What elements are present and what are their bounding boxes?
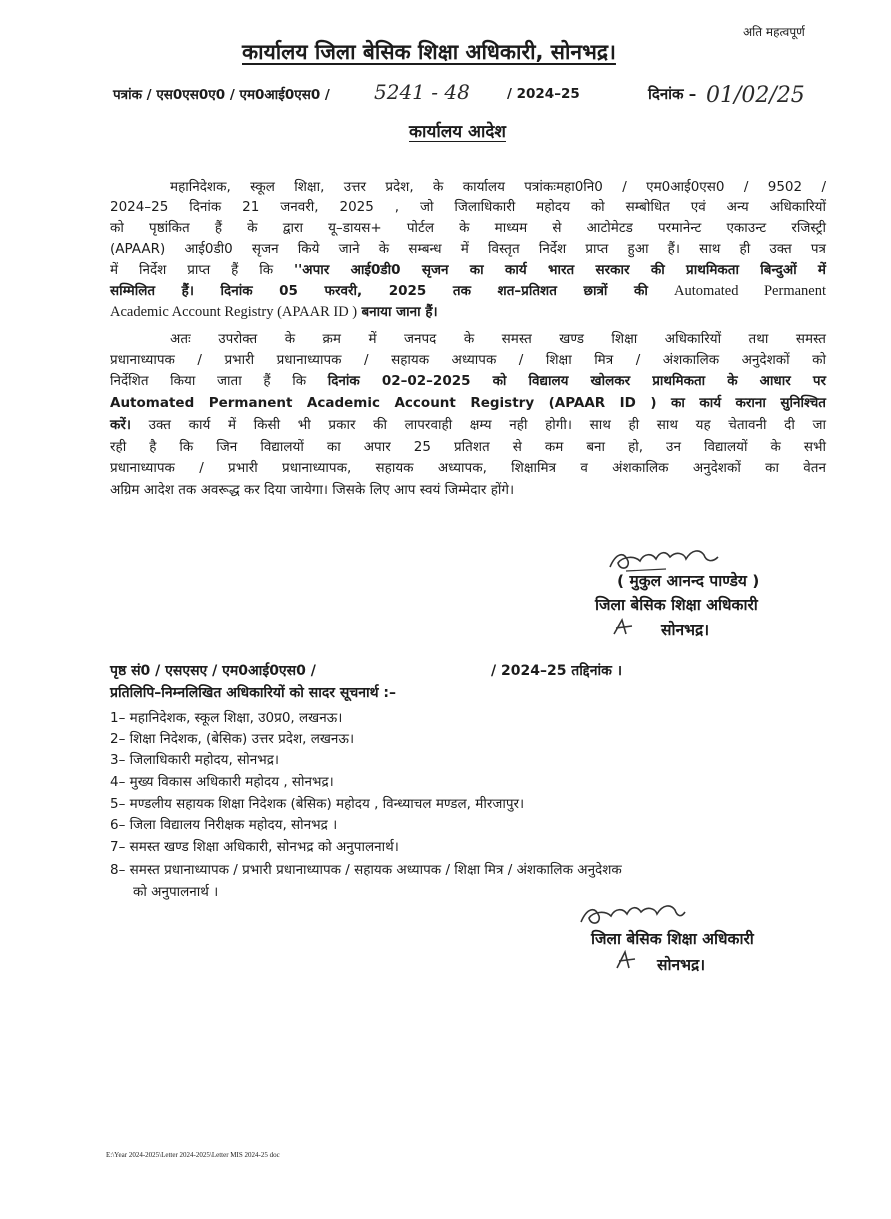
urgent-label: अति महत्वपूर्ण: [743, 25, 805, 39]
para2-line: अतः उपरोक्त के क्रम में जनपद के समस्त खण्ड शिक्षा अधिकारियों तथा समस्त: [170, 331, 826, 347]
para1-line: [110, 260, 826, 280]
para2-line: [110, 415, 826, 435]
copy-to-item: 4– मुख्य विकास अधिकारी महोदय , सोनभद्र।: [110, 774, 334, 790]
para1-line: को पृष्ठांकित हैं के द्वारा यू–डायस+ पोर्टल के माध्यम से आटोमेटड परमानेन्ट एकाउन्ट रजिस्ट्री: [110, 220, 826, 236]
letter-ref-prefix: पत्रांक / एस0एस0ए0 / एम0आई0एस0 /: [113, 87, 330, 103]
para1-line6-bold: सम्मिलित हैं। दिनांक 05 फरवरी, 2025 तक शत–प्रतिशत छात्रों की: [110, 283, 648, 299]
order-heading: कार्यालय आदेश: [409, 122, 506, 142]
officer-place: सोनभद्र।: [661, 621, 710, 639]
para1-line: महानिदेशक, स्कूल शिक्षा, उत्तर प्रदेश, के कार्यालय पत्रांकःमहा0नि0 / एम0आई0एस0 / 9502 /: [170, 179, 826, 195]
copy-to-item: 7– समस्त खण्ड शिक्षा अधिकारी, सोनभद्र को अनुपालनार्थ।: [110, 839, 399, 855]
endorsement-ref-suffix: / 2024–25 तद्दिनांक ।: [491, 663, 623, 679]
date-handwritten: 01/02/25: [706, 83, 805, 108]
copy-to-item: 3– जिलाधिकारी महोदय, सोनभद्र।: [110, 752, 279, 768]
officer-name: ( मुकुल आनन्द पाण्डेय ): [617, 572, 760, 590]
para2-line3-normal: निर्देशित किया जाता हैं कि: [110, 373, 307, 389]
copy-to-item: 5– मण्डलीय सहायक शिक्षा निदेशक (बेसिक) महोदय , विन्ध्याचल मण्डल, मीरजापुर।: [110, 796, 525, 812]
office-title: कार्यालय जिला बेसिक शिक्षा अधिकारी, सोनभद्र।: [242, 40, 616, 64]
copy-to-item: 6– जिला विद्यालय निरीक्षक महोदय, सोनभद्र ।: [110, 817, 338, 833]
para1-line5-normal: में निर्देश प्राप्त हैं कि: [110, 262, 274, 278]
initial-mark-icon: [610, 616, 638, 638]
para1-line7-english: Academic Account Registry (APAAR ID ): [110, 304, 358, 320]
para2-line5-normal: उक्त कार्य में किसी भी प्रकार की लापरवाही क्षम्य नही होगी। साथ ही साथ यह चेतावनी दी जा: [148, 417, 826, 433]
para1-line7-bold: बनाया जाना हैं।: [361, 304, 438, 320]
letter-ref-number-handwritten: 5241 - 48: [374, 80, 470, 104]
para1-line: [110, 281, 826, 301]
para2-line: प्रधानाध्यापक / प्रभारी प्रधानाध्यापक / सहायक अध्यापक / शिक्षा मित्र / अंशकालिक अनुदेशकों को: [110, 352, 826, 368]
para2-line3-bold: दिनांक 02–02–2025 को विद्यालय खोलकर प्राथमिकता के आधार पर: [327, 373, 827, 389]
letter-ref-suffix: / 2024–25: [507, 86, 580, 102]
para2-line: [110, 371, 826, 391]
para1-line: (APAAR) आई0डी0 सृजन किये जाने के सम्बन्ध में विस्तृत निर्देश प्राप्त हुआ हैं। साथ ही उक्त पत्र: [110, 241, 826, 257]
para2-line5-bold: करें।: [110, 417, 132, 433]
para1-line6-english: Automated Permanent: [674, 283, 826, 299]
para2-line: Automated Permanent Academic Account Registry (APAAR ID ) का कार्य कराना सुनिश्चित: [110, 395, 826, 411]
para2-line: रही है कि जिन विद्यालयों का अपार 25 प्रतिशत से कम बना हो, उन विद्यालयों के सभी: [110, 439, 826, 455]
copy-to-item: 8– समस्त प्रधानाध्यापक / प्रभारी प्रधानाध्यापक / सहायक अध्यापक / शिक्षा मित्र / अंशकालिक अनुदेशक: [110, 862, 622, 878]
para2-line: अग्रिम आदेश तक अवरूद्ध कर दिया जायेगा। जिसके लिए आप स्वयं जिम्मेदार होंगे।: [110, 482, 515, 498]
initial-mark-icon: [613, 948, 641, 972]
copy-to-heading: प्रतिलिपि–निम्नलिखित अधिकारियों को सादर सूचनार्थ :–: [110, 685, 397, 701]
endorsement-ref-prefix: पृष्ठ सं0 / एसएसए / एम0आई0एस0 /: [110, 663, 316, 679]
file-path-footer: E:\Year 2024-2025\Letter 2024-2025\Letter MIS 2024-25 doc: [106, 1151, 280, 1159]
para1-line5-bold: ''अपार आई0डी0 सृजन का कार्य भारत सरकार की प्राथमिकता बिन्दुओं में: [294, 262, 827, 278]
para1-line: 2024–25 दिनांक 21 जनवरी, 2025 , जो जिलाधिकारी महोदय को सम्बोधित एवं अन्य अधिकारियों: [110, 199, 826, 215]
para1-line: [110, 302, 438, 322]
officer-place-2: सोनभद्र।: [657, 956, 706, 974]
para2-line: प्रधानाध्यापक / प्रभारी प्रधानाध्यापक, सहायक अध्यापक, शिक्षामित्र व अंशकालिक अनुदेशकों का वेतन: [110, 460, 826, 476]
copy-to-item-continuation: को अनुपालनार्थ ।: [133, 884, 219, 900]
copy-to-item: 1– महानिदेशक, स्कूल शिक्षा, उ0प्र0, लखनऊ।: [110, 710, 343, 726]
officer-designation: जिला बेसिक शिक्षा अधिकारी: [595, 596, 758, 614]
officer-designation-2: जिला बेसिक शिक्षा अधिकारी: [591, 930, 754, 948]
copy-to-item: 2– शिक्षा निदेशक, (बेसिक) उत्तर प्रदेश, लखनऊ।: [110, 731, 355, 747]
date-label: दिनांक –: [648, 85, 697, 103]
